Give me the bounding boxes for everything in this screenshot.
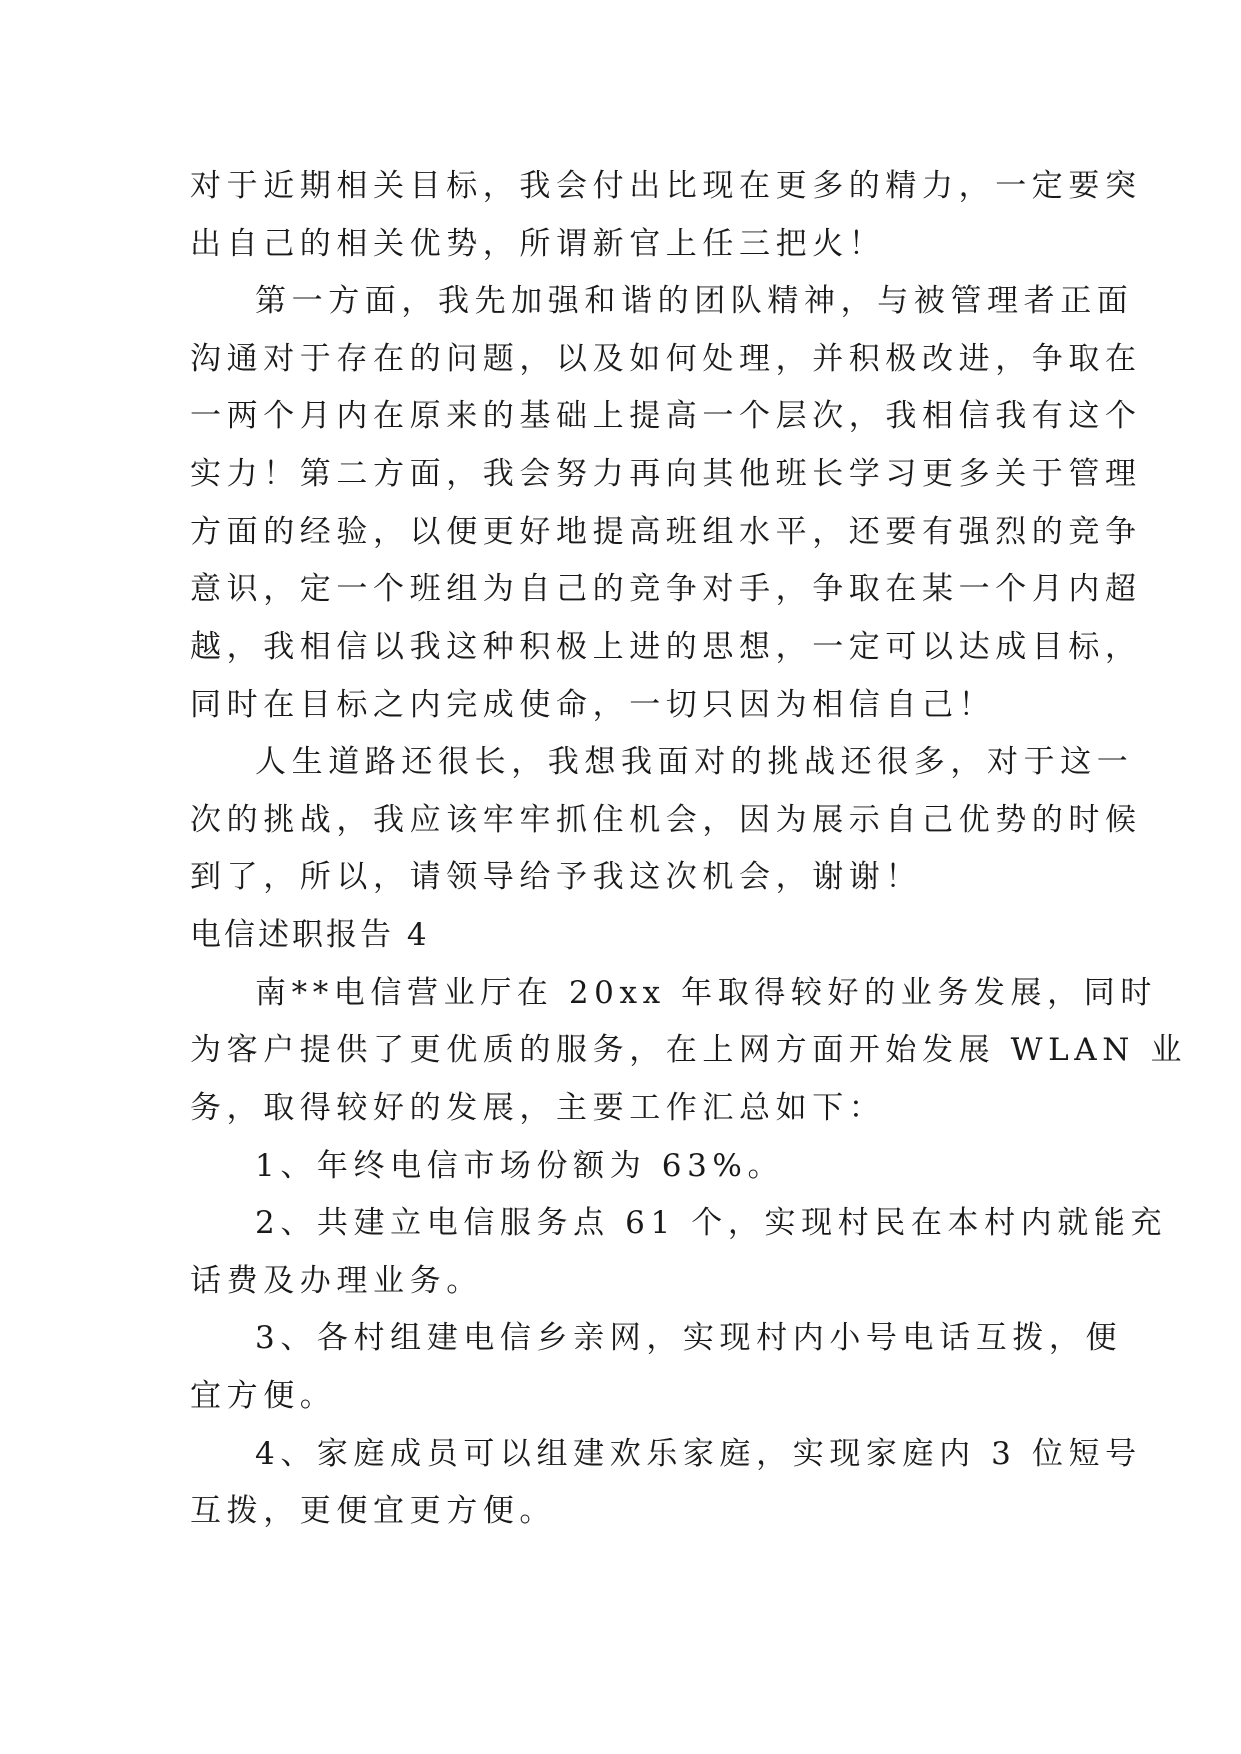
- paragraph-line: 同时在目标之内完成使命，一切只因为相信自己！: [190, 687, 996, 723]
- list-item: 3、各村组建电信乡亲网，实现村内小号电话互拨，便: [255, 1320, 1123, 1356]
- section-heading: 电信述职报告 4: [190, 917, 430, 953]
- paragraph-line: 实力！第二方面，我会努力再向其他班长学习更多关于管理: [190, 456, 1142, 492]
- list-item-continuation: 话费及办理业务。: [190, 1263, 483, 1299]
- paragraph-line: 为客户提供了更优质的服务，在上网方面开始发展 WLAN 业: [190, 1032, 1188, 1068]
- list-item: 2、共建立电信服务点 61 个，实现村民在本村内就能充: [255, 1205, 1168, 1241]
- list-item-continuation: 互拨，更便宜更方便。: [190, 1493, 556, 1529]
- paragraph-line: 次的挑战，我应该牢牢抓住机会，因为展示自己优势的时候: [190, 802, 1142, 838]
- paragraph-line: 到了，所以，请领导给予我这次机会，谢谢！: [190, 859, 922, 895]
- paragraph-line: 第一方面，我先加强和谐的团队精神，与被管理者正面: [255, 283, 1134, 319]
- paragraph-line: 越，我相信以我这种积极上进的思想，一定可以达成目标，: [190, 629, 1142, 665]
- paragraph-line: 出自己的相关优势，所谓新官上任三把火！: [190, 226, 886, 262]
- list-item: 4、家庭成员可以组建欢乐家庭，实现家庭内 3 位短号: [255, 1436, 1142, 1472]
- list-item: 1、年终电信市场份额为 63%。: [255, 1148, 785, 1184]
- paragraph-line: 人生道路还很长，我想我面对的挑战还很多，对于这一: [255, 744, 1134, 780]
- paragraph-line: 沟通对于存在的问题，以及如何处理，并积极改进，争取在: [190, 341, 1142, 377]
- paragraph-line: 一两个月内在原来的基础上提高一个层次，我相信我有这个: [190, 398, 1142, 434]
- paragraph-line: 务，取得较好的发展，主要工作汇总如下：: [190, 1090, 886, 1126]
- paragraph-line: 意识，定一个班组为自己的竞争对手，争取在某一个月内超: [190, 571, 1142, 607]
- list-item-continuation: 宜方便。: [190, 1378, 337, 1414]
- paragraph-line: 对于近期相关目标，我会付出比现在更多的精力，一定要突: [190, 168, 1142, 204]
- paragraph-line: 方面的经验，以便更好地提高班组水平，还要有强烈的竞争: [190, 514, 1142, 550]
- paragraph-line: 南**电信营业厅在 20xx 年取得较好的业务发展，同时: [255, 975, 1157, 1011]
